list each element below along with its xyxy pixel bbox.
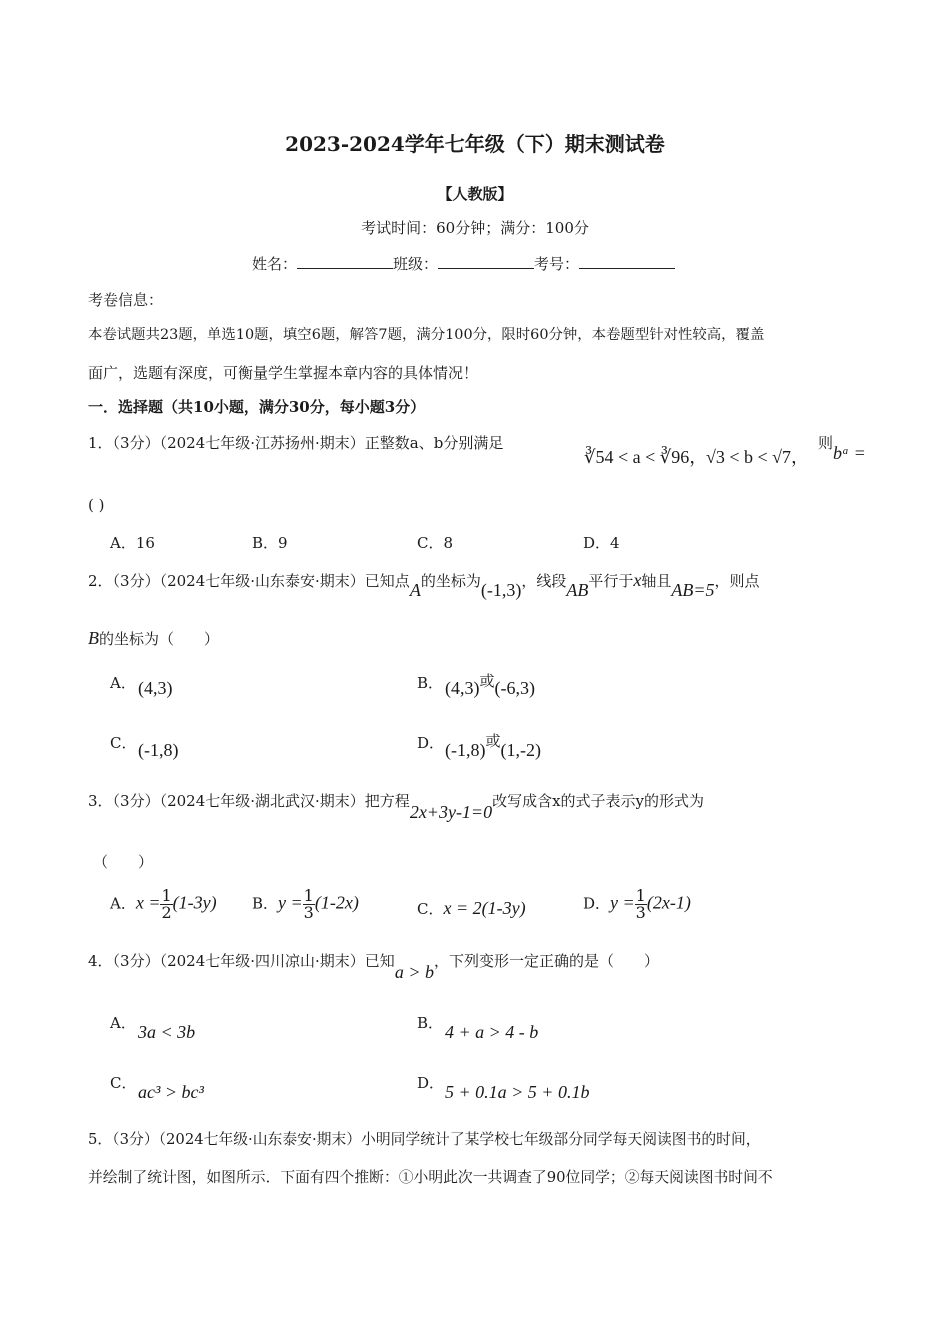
q1-ask: 则 (818, 434, 834, 452)
q5-stem-line1: 5．（3分）（2024七年级·山东泰安·期末）小明同学统计了某学校七年级部分同学每天阅读图书的时间， (88, 1131, 761, 1148)
q2-coord: (-1,3) (480, 580, 522, 600)
q4-stem: 4．（3分）（2024七年级·四川凉山·期末）已知a > b，下列变形一定正确的是（ ） (88, 952, 659, 982)
q1-option-c[interactable]: C．8 (417, 534, 454, 552)
section-heading: 一．选择题（共10小题，满分30分，每小题3分） (88, 398, 426, 416)
q1-cond-b: √3 < b < √7， (706, 447, 810, 467)
info-heading: 考卷信息： (88, 291, 164, 309)
q3-option-a[interactable]: A．x = $\frac{1}{2}$ (1-3y) (110, 886, 217, 922)
info-line-2: 面广，选题有深度，可衡量学生掌握本章内容的具体情况！ (88, 364, 479, 382)
q4-option-a[interactable]: A． (110, 1014, 136, 1032)
q2-stem: 2．（3分）（2024七年级·山东泰安·期末）已知点A的坐标为(-1,3)，线段AB平行于x轴且AB=5，则点 (88, 570, 760, 600)
q2-stem-line2: B的坐标为（ ） (88, 628, 220, 648)
q4-option-c-value: ac³ > bc³ (138, 1082, 204, 1102)
student-info-row (252, 254, 675, 274)
q2-option-d-value: (-1,8)或(1,-2) (445, 732, 541, 760)
q3-option-d[interactable]: D．y = $\frac{1}{3}$ (2x-1) (583, 886, 691, 922)
page-title: 2023-2024学年七年级（下）期末测试卷 (285, 132, 665, 156)
q1-stem: 1．（3分）（2024七年级·江苏扬州·期末）正整数a、b分别满足 (88, 434, 504, 452)
time-score-info: 考试时间：60分钟；满分：100分 (361, 219, 589, 237)
q2-option-c-value: (-1,8) (138, 740, 179, 760)
q2-option-b-value: (4,3)或(-6,3) (445, 672, 535, 698)
edition-label: 【人教版】 (437, 185, 513, 203)
q4-option-b[interactable]: B． (417, 1014, 444, 1032)
info-line-1: 本卷试题共23题，单选10题，填空6题，解答7题，满分100分，限时60分钟，本卷题型针对性较高，覆盖 (88, 327, 765, 343)
q4-option-b-value: 4 + a > 4 - b (445, 1022, 539, 1042)
q4-option-d[interactable]: D． (417, 1074, 445, 1092)
q2-point-a: A (409, 580, 421, 600)
q2-option-a-value: (4,3) (138, 678, 173, 698)
q4-option-c[interactable]: C． (110, 1074, 137, 1092)
q3-option-b[interactable]: B．y = $\frac{1}{3}$ (1-2x) (252, 886, 359, 922)
q2-option-c[interactable]: C． (110, 734, 137, 752)
q1-option-d[interactable]: D．4 (583, 534, 620, 552)
q5-stem-line2: 并绘制了统计图，如图所示．下面有四个推断：①小明此次一共调查了90位同学；②每天阅读图书时间不 (88, 1169, 773, 1186)
class-blank[interactable] (438, 254, 534, 269)
q1-paren: ( ) (88, 496, 105, 514)
q3-stem: 3．（3分）（2024七年级·湖北武汉·期末）把方程2x+3y-1=0改写成含x的式子表示y的形式为 (88, 792, 705, 822)
id-label: 考号： (534, 255, 580, 273)
name-label: 姓名： (252, 255, 298, 273)
q1-expr: bᵃ = (833, 443, 866, 463)
q2-option-a[interactable]: A． (110, 674, 136, 692)
q3-paren: （ ） (93, 853, 154, 871)
q1-cond-a: ∛54 < a < ∛96， (584, 447, 708, 467)
q2-option-d[interactable]: D． (417, 734, 445, 752)
q4-option-d-value: 5 + 0.1a > 5 + 0.1b (445, 1082, 590, 1102)
name-blank[interactable] (297, 254, 393, 269)
q1-option-b[interactable]: B．9 (252, 534, 288, 552)
q1-option-a[interactable]: A．16 (110, 534, 155, 552)
q4-option-a-value: 3a < 3b (138, 1022, 196, 1042)
q2-option-b[interactable]: B． (417, 674, 444, 692)
q4-condition: a > b (394, 962, 434, 982)
q3-equation: 2x+3y-1=0 (409, 802, 493, 822)
id-blank[interactable] (579, 254, 675, 269)
class-label: 班级： (393, 255, 439, 273)
q3-option-c[interactable]: C．x = 2(1-3y) (417, 898, 526, 918)
